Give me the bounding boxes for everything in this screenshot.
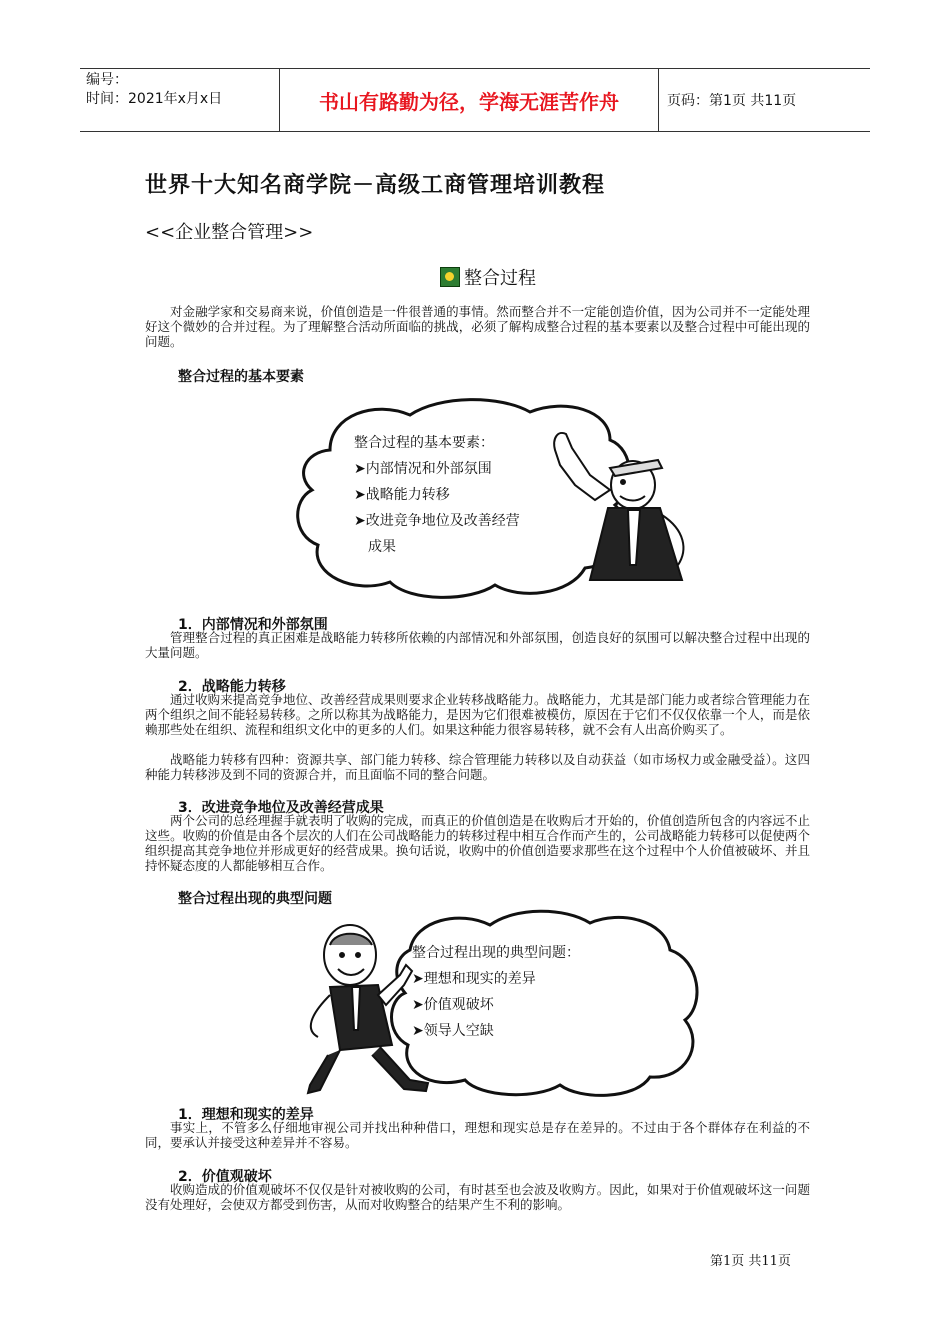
section-title xyxy=(440,264,536,290)
bubble1-item-1: ➤内部情况和外部氛围 xyxy=(354,461,492,477)
section1-heading: 1．内部情况和外部氛围 xyxy=(178,617,328,633)
bubble1-item-3: ➤改进竞争地位及改善经营 xyxy=(354,513,520,529)
section-title-text: 整合过程 xyxy=(464,268,536,289)
document-subtitle: <<企业整合管理>> xyxy=(145,222,314,243)
problem2-heading: 2．价值观破坏 xyxy=(178,1169,272,1185)
section2-text1: 通过收购来提高竞争地位、改善经营成果则要求企业转移战略能力。战略能力，尤其是部门能力或者综合管理能力在两个组织之间不能轻易转移。之所以称其为战略能力，是因为它们很难被模仿，原因在于它们不仅仅依靠一个人，而是依赖那些处在组织、流程和组织文化中的更多的人们。如果这种能力很容易转移，就不会有人出高价购买了。 xyxy=(145,692,810,737)
bubble1-title: 整合过程的基本要素： xyxy=(354,435,494,451)
section2-heading: 2．战略能力转移 xyxy=(178,679,286,695)
problem1-heading: 1．理想和现实的差异 xyxy=(178,1107,314,1123)
number-label: 编号： xyxy=(86,72,128,88)
bubble1-text xyxy=(354,430,520,560)
header-table xyxy=(80,68,870,132)
bubble2-title: 整合过程出现的典型问题： xyxy=(412,945,580,961)
bubble2-text xyxy=(412,940,580,1044)
section3-text: 两个公司的总经理握手就表明了收购的完成，而真正的价值创造是在收购后才开始的，价值创造所包含的内容远不止这些。收购的价值是由各个层次的人们在公司战略能力的转移过程中相互合作而产生的，公司战略能力转移可以促使两个组织提高其竞争地位并形成更好的经营成果。换句话说，收购中的价值创造要求那些在这个过程中个人价值被破坏、并且持怀疑态度的人都能够相互合作。 xyxy=(145,813,810,873)
document-title: 世界十大知名商学院－高级工商管理培训教程 xyxy=(145,173,606,198)
header-left-cell xyxy=(80,69,280,131)
bubble2-item-1: ➤理想和现实的差异 xyxy=(412,971,536,987)
page-footer: 第1页 共11页 xyxy=(710,1254,791,1269)
page-label: 页码：第1页 共11页 xyxy=(667,93,797,109)
bubble2-item-2: ➤价值观破坏 xyxy=(412,997,494,1013)
problem2-text: 收购造成的价值观破坏不仅仅是针对被收购的公司，有时甚至也会波及收购方。因此，如果对于价值观破坏这一问题没有处理好，会使双方都受到伤害，从而对收购整合的结果产生不利的影响。 xyxy=(145,1182,810,1212)
section-icon xyxy=(440,267,460,287)
section1-text: 管理整合过程的真正困难是战略能力转移所依赖的内部情况和外部氛围，创造良好的氛围可以解决整合过程中出现的大量问题。 xyxy=(145,630,810,660)
basic-elements-heading: 整合过程的基本要素 xyxy=(178,369,304,385)
motto: 书山有路勤为径，学海无涯苦作舟 xyxy=(280,69,659,131)
bubble1-item-2: ➤战略能力转移 xyxy=(354,487,450,503)
bubble1-item-4: 成果 xyxy=(368,539,396,555)
bubble2-item-3: ➤领导人空缺 xyxy=(412,1023,494,1039)
problems-heading: 整合过程出现的典型问题 xyxy=(178,891,332,907)
section3-heading: 3．改进竞争地位及改善经营成果 xyxy=(178,800,384,816)
time-label: 时间：2021年x月x日 xyxy=(86,91,223,107)
intro-paragraph: 对金融学家和交易商来说，价值创造是一件很普通的事情。然而整合并不一定能创造价值，因为公司并不一定能处理好这个微妙的合并过程。为了理解整合活动所面临的挑战，必须了解构成整合过程的基本要素以及整合过程中可能出现的问题。 xyxy=(145,304,810,349)
problem1-text: 事实上，不管多么仔细地审视公司并找出种种借口，理想和现实总是存在差异的。不过由于各个群体存在利益的不同，要承认并接受这种差异并不容易。 xyxy=(145,1120,810,1150)
section2-text2: 战略能力转移有四种：资源共享、部门能力转移、综合管理能力转移以及自动获益（如市场权力或金融受益）。这四种能力转移涉及到不同的资源合并，而且面临不同的整合问题。 xyxy=(145,752,810,782)
